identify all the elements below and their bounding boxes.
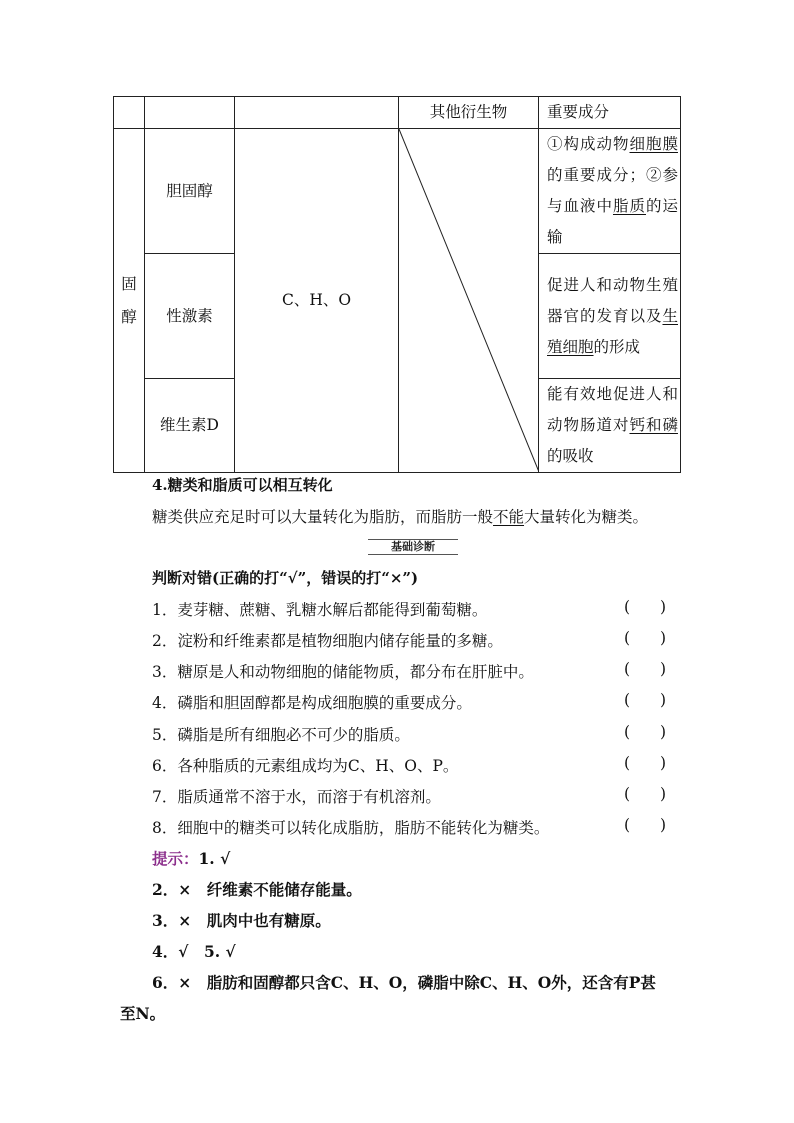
section-text — [152, 505, 648, 527]
header-cell-empty-3 — [235, 97, 399, 129]
paren-close: ) — [659, 785, 666, 803]
paren-close: ) — [659, 754, 666, 772]
role-keyword: 生殖细胞 — [547, 306, 678, 356]
banner-label: 基础诊断 — [388, 540, 438, 553]
role-text: 促进人和动物生殖器官的发育以及 — [547, 275, 678, 325]
table-row — [114, 129, 681, 254]
answer-6-line-1: 6．× 脂肪和固醇都只含C、H、O，磷脂中除C、H、O外，还含有P甚 — [152, 973, 656, 992]
paren-open: ( — [624, 785, 631, 803]
paren-open: ( — [624, 754, 631, 772]
answer-1 — [152, 847, 230, 869]
answer-blank[interactable] — [624, 660, 666, 678]
paren-close: ) — [659, 816, 666, 834]
role-keyword: 脂质 — [612, 197, 646, 215]
role-text: 的运输 — [547, 197, 678, 246]
basic-diagnosis-banner — [368, 539, 458, 555]
section-text-part: 大量转化为糖类。 — [524, 508, 649, 526]
answer-2: 2．× 纤维素不能储存能量。 — [152, 880, 362, 899]
role-text: ①构成动物 — [547, 135, 630, 153]
quiz-item-4: 4．磷脂和胆固醇都是构成细胞膜的重要成分。 — [152, 694, 472, 712]
role-text: 的重要成分； — [547, 166, 645, 184]
role-text: 能有效地促进人和动物肠道对 — [547, 385, 678, 434]
answer-4-5: 4．√ 5. √ — [152, 942, 236, 961]
paren-close: ) — [659, 629, 666, 647]
paren-open: ( — [624, 598, 631, 616]
paren-open: ( — [624, 816, 631, 834]
answer-3: 3．× 肌肉中也有糖原。 — [152, 911, 331, 930]
elements-cell: C、H、O — [235, 129, 399, 473]
paren-open: ( — [624, 723, 631, 741]
answer-blank[interactable] — [624, 691, 666, 709]
row-name-cholesterol: 胆固醇 — [145, 129, 235, 254]
quiz-item-6: 6．各种脂质的元素组成均为C、H、O、P。 — [152, 757, 459, 775]
paren-open: ( — [624, 629, 631, 647]
answer-text: 1. √ — [198, 849, 231, 868]
answer-blank[interactable] — [624, 629, 666, 647]
section-heading: 4.糖类和脂质可以相互转化 — [152, 476, 333, 494]
row-name-vitamin-d: 维生素D — [145, 379, 235, 473]
quiz-item-1: 1．麦芽糖、蔗糖、乳糖水解后都能得到葡萄糖。 — [152, 601, 488, 619]
paren-open: ( — [624, 660, 631, 678]
answer-blank[interactable] — [624, 723, 666, 741]
quiz-instruction: 判断对错(正确的打“√”，错误的打“×”) — [152, 569, 419, 587]
header-other-derivatives: 其他衍生物 — [399, 97, 539, 129]
diagonal-empty-cell — [399, 129, 539, 473]
quiz-item-2: 2．淀粉和纤维素都是植物细胞内储存能量的多糖。 — [152, 632, 503, 650]
hint-label: 提示： — [152, 849, 199, 868]
paren-close: ) — [659, 723, 666, 741]
paren-close: ) — [659, 660, 666, 678]
paren-close: ) — [659, 691, 666, 709]
role-text: 的吸收 — [547, 447, 594, 465]
role-text: ②参与血液中 — [547, 166, 678, 215]
row-name-sex-hormone: 性激素 — [145, 254, 235, 379]
section-text-part: 糖类供应充足时可以大量转化为脂肪，而脂肪一般 — [152, 508, 494, 526]
role-keyword: 和磷 — [645, 416, 678, 434]
role-vitamin-d — [539, 379, 681, 473]
group-label-char-2: 醇 — [121, 307, 137, 326]
header-important-component: 重要成分 — [539, 97, 681, 129]
quiz-item-7: 7．脂质通常不溶于水，而溶于有机溶剂。 — [152, 788, 441, 806]
role-sex-hormone — [539, 254, 681, 379]
quiz-item-8: 8．细胞中的糖类可以转化成脂肪，脂肪不能转化为糖类。 — [152, 819, 550, 837]
role-cholesterol — [539, 129, 681, 254]
role-keyword: 钙 — [629, 416, 646, 434]
paren-open: ( — [624, 691, 631, 709]
diagonal-line — [399, 129, 539, 472]
group-label-char-1: 固 — [121, 274, 137, 293]
answer-blank[interactable] — [624, 598, 666, 616]
quiz-item-3: 3．糖原是人和动物细胞的储能物质，都分布在肝脏中。 — [152, 663, 534, 681]
answer-6-line-2: 至N。 — [120, 1004, 166, 1023]
header-cell-empty-1 — [114, 97, 145, 129]
paren-close: ) — [659, 598, 666, 616]
role-keyword: 细胞膜 — [629, 135, 678, 153]
table-header-row — [114, 97, 681, 129]
header-cell-empty-2 — [145, 97, 235, 129]
answer-blank[interactable] — [624, 816, 666, 834]
answer-blank[interactable] — [624, 785, 666, 803]
steroid-table — [113, 96, 681, 473]
group-label-steroid — [114, 129, 145, 473]
quiz-item-5: 5．磷脂是所有细胞必不可少的脂质。 — [152, 726, 410, 744]
section-text-keyword: 不能 — [493, 508, 525, 526]
answer-blank[interactable] — [624, 754, 666, 772]
role-text: 的形成 — [593, 337, 641, 356]
